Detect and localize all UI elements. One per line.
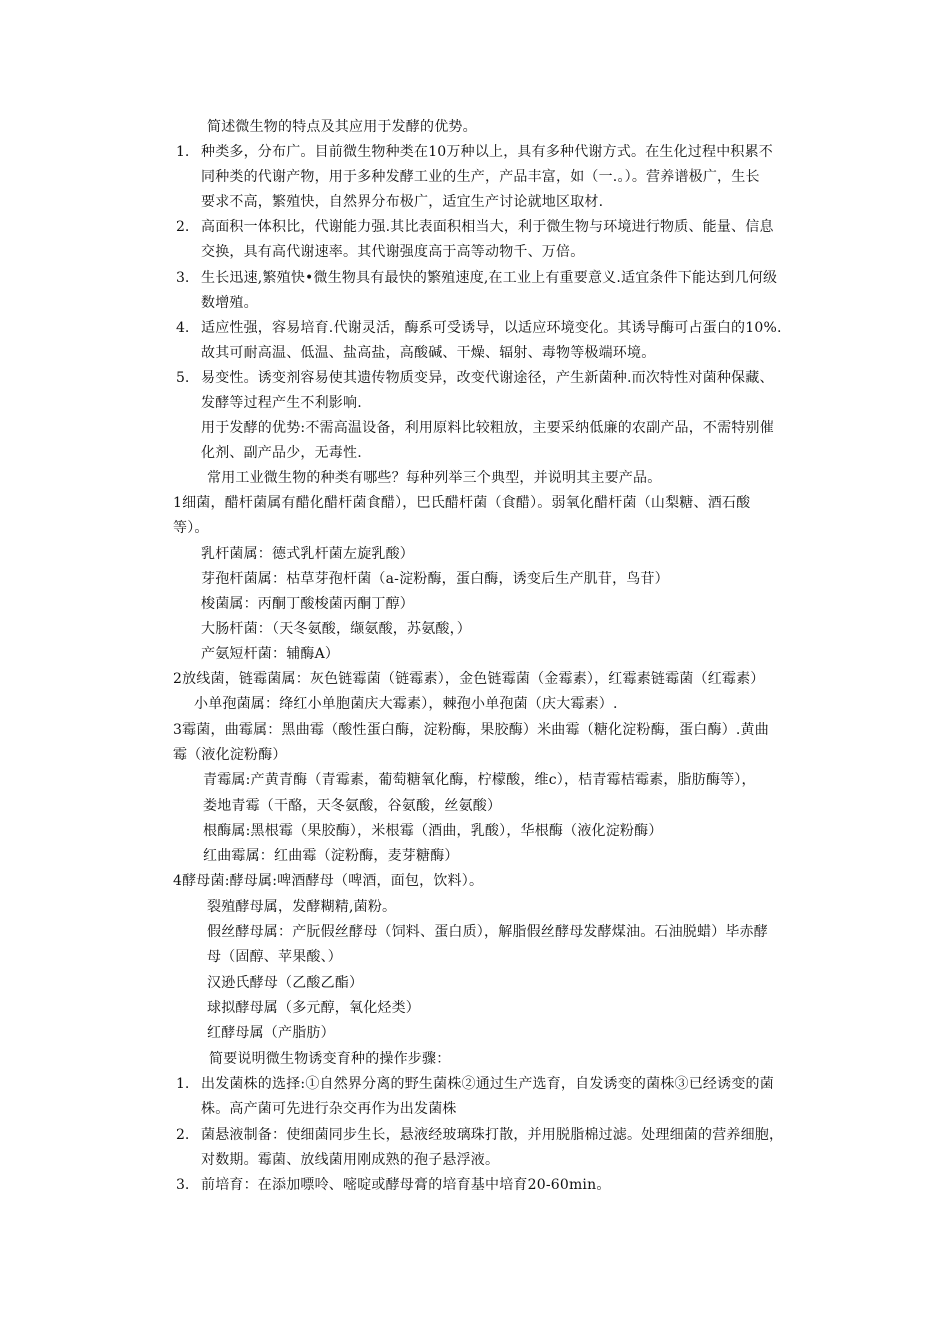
list-item-line: 株。高产菌可先进行杂交再作为出发菌株	[201, 1101, 457, 1117]
bacteria-genus-line: 大肠杆菌：（天冬氨酸，缬氨酸，苏氨酸，）	[201, 621, 471, 637]
list-item-line: 同种类的代谢产物，用于多种发酵工业的生产，产品丰富，如（一.。）。营养谱极广，生长	[201, 169, 760, 185]
mold-paragraph: 3霉菌，曲霉属：黑曲霉（酸性蛋白酶，淀粉酶，果胶酶）米曲霉（糖化淀粉酶，蛋白酶）.黄曲	[173, 722, 769, 738]
list-number: 2.	[176, 1127, 190, 1143]
advantage-paragraph: 化剂、副产品少，无毒性.	[201, 445, 362, 461]
bacteria-genus-line: 梭菌属：丙酮丁酸梭菌丙酮丁醇）	[201, 596, 414, 612]
list-item-line: 数增殖。	[201, 295, 258, 311]
list-number: 3.	[176, 270, 190, 286]
yeast-genus-line: 汉逊氏酵母（乙酸乙酯）	[207, 975, 364, 991]
bacteria-genus-line: 乳杆菌属：德式乳杆菌左旋乳酸）	[201, 546, 414, 562]
bacteria-genus-line: 芽孢杆菌属：枯草芽孢杆菌（a-淀粉酶，蛋白酶，诱变后生产肌苷，鸟苷）	[201, 571, 669, 587]
list-item-line: 要求不高，繁殖快，自然界分布极广，适宜生产讨论就地区取材.	[201, 194, 604, 210]
bacteria-genus-line: 产氨短杆菌：辅酶A）	[201, 646, 340, 662]
list-item-line: 出发菌株的选择:①自然界分离的野生菌株②通过生产选育，自发诱变的菌株③已经诱变的菌	[201, 1076, 774, 1092]
section-heading-microbe-types: 常用工业微生物的种类有哪些？每种列举三个典型，并说明其主要产品。	[207, 470, 662, 486]
list-number: 1.	[176, 1076, 190, 1092]
list-item-line: 交换，具有高代谢速率。其代谢强度高于高等动物千、万倍。	[201, 244, 585, 260]
section-heading-mutation-breeding: 简要说明微生物诱变育种的操作步骤：	[209, 1051, 451, 1067]
list-item-line: 发酵等过程产生不利影响.	[201, 395, 362, 411]
yeast-paragraph: 4酵母菌:酵母属:啤酒酵母（啤酒，面包，饮料）。	[173, 873, 484, 889]
actinomycete-paragraph: 2放线菌，链霉菌属：灰色链霉菌（链霉素），金色链霉菌（金霉素），红霉素链霉菌（红霉素）	[173, 671, 765, 687]
list-number: 1.	[176, 144, 190, 160]
mold-genus-line: 青霉属:产黄青酶（青霉素，葡萄糖氧化酶，柠檬酸，维c），桔青霉桔霉素，脂肪酶等），	[203, 772, 756, 788]
list-number: 3.	[176, 1177, 190, 1193]
list-item-line: 生长迅速,繁殖快•微生物具有最快的繁殖速度,在工业上有重要意义.适宜条件下能达到几何级	[201, 270, 778, 286]
yeast-genus-line: 球拟酵母属（多元醇，氧化烃类）	[207, 1000, 420, 1016]
list-item-line: 菌悬液制备：使细菌同步生长，悬液经玻璃珠打散，并用脱脂棉过滤。处理细菌的营养细胞，	[201, 1127, 784, 1143]
yeast-genus-line: 母（固醇、苹果酸、）	[207, 949, 342, 965]
list-item-line: 种类多，分布广。目前微生物种类在10万种以上，具有多种代谢方式。在生化过程中积累不	[201, 144, 774, 160]
list-item-line: 故其可耐高温、低温、盐高盐，高酸碱、干燥、辐射、毒物等极端环境。	[201, 345, 656, 361]
mold-genus-line: 娄地青霉（干酪，天冬氨酸，谷氨酸，丝氨酸）	[203, 798, 502, 814]
section-heading-characteristics: 简述微生物的特点及其应用于发酵的优势。	[207, 119, 477, 135]
yeast-genus-line: 假丝酵母属：产朊假丝酵母（饲料、蛋白质），解脂假丝酵母发酵煤油。石油脱蜡）毕赤酵	[207, 924, 768, 940]
list-item-line: 适应性强，容易培育.代谢灵活，酶系可受诱导，以适应环境变化。其诱导酶可占蛋白的10%.	[201, 320, 782, 336]
list-number: 2.	[176, 219, 190, 235]
mold-genus-line: 红曲霉属：红曲霉（淀粉酶，麦芽糖酶）	[203, 848, 459, 864]
list-item-line: 对数期。霉菌、放线菌用刚成熟的孢子悬浮液。	[201, 1152, 500, 1168]
list-item-line: 高面积一体积比，代谢能力强.其比表面积相当大，利于微生物与环境进行物质、能量、信息	[201, 219, 774, 235]
yeast-genus-line: 裂殖酵母属，发酵糊精,菌粉。	[207, 899, 397, 915]
list-item-line: 易变性。诱变剂容易使其遗传物质变异，改变代谢途径，产生新菌种.而次特性对菌种保藏、	[201, 370, 774, 386]
list-number: 4.	[176, 320, 190, 336]
mold-genus-line: 根酶属:黑根霉（果胶酶），米根霉（酒曲，乳酸），华根酶（液化淀粉酶）	[203, 823, 663, 839]
list-item-line: 前培育：在添加嘌呤、嘧啶或酵母膏的培育基中培育20-60min。	[201, 1177, 611, 1193]
mold-paragraph: 霉（液化淀粉酶）	[173, 747, 287, 763]
bacteria-paragraph: 1细菌，醋杆菌属有醋化醋杆菌食醋），巴氏醋杆菌（食醋）。弱氧化醋杆菌（山梨糖、酒石酸	[173, 495, 751, 511]
yeast-genus-line: 红酵母属（产脂肪）	[207, 1025, 335, 1041]
list-number: 5.	[176, 370, 190, 386]
bacteria-paragraph: 等）。	[173, 520, 209, 536]
advantage-paragraph: 用于发酵的优势:不需高温设备，利用原料比较粗放，主要采纳低廉的农副产品，不需特别催	[201, 420, 774, 436]
actinomycete-paragraph: 小单孢菌属：绛红小单胞菌庆大霉素），棘孢小单孢菌（庆大霉素）.	[194, 696, 618, 712]
